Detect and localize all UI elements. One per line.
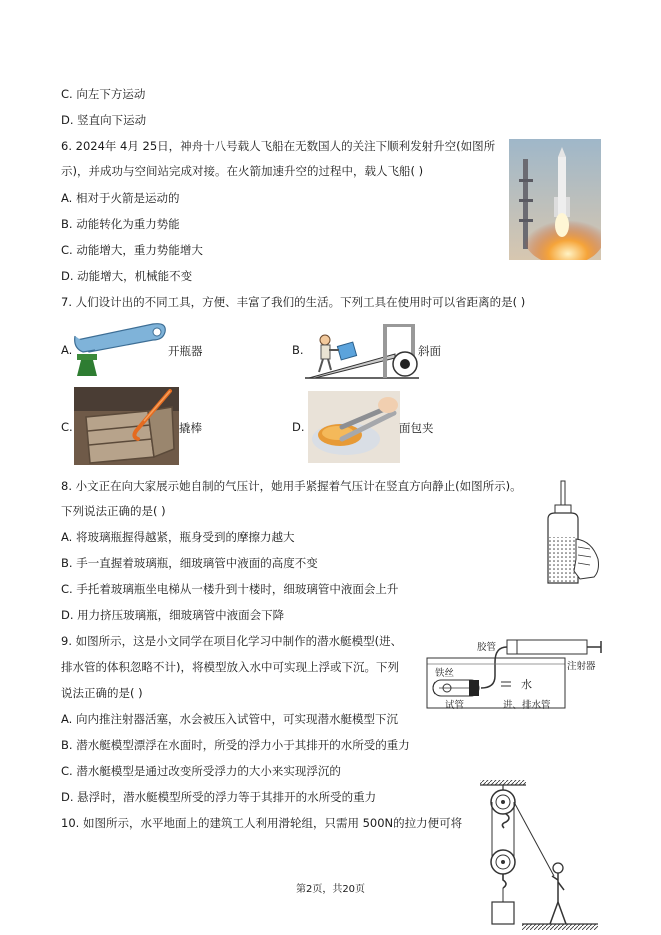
crowbar-image xyxy=(74,387,179,465)
q6-option-a: A. 相对于火箭是运动的 xyxy=(61,191,180,205)
q6-stem-line1: 6. 2024年 4月 25日，神舟十八号载人飞船在无数国人的关注下顺利发射升空(如图所 xyxy=(61,139,496,153)
q7-option-c-letter: C. xyxy=(61,420,73,434)
fig-label-test-tube: 试管 xyxy=(445,700,465,711)
q9-stem-line2: 排水管的体积忽略不计)，将模型放入水中可实现上浮或下沉。下列 xyxy=(61,660,399,674)
fig-label-iron-wire: 铁丝 xyxy=(435,668,455,679)
q6-stem-line2: 示)，并成功与空间站完成对接。在火箭加速升空的过程中，载人飞船( ) xyxy=(61,164,424,178)
q7-option-a-label: 开瓶器 xyxy=(168,344,203,358)
q8-option-a: A. 将玻璃瓶握得越紧，瓶身受到的摩擦力越大 xyxy=(61,530,295,544)
q9-stem-line3: 说法正确的是( ) xyxy=(61,686,143,700)
q6-option-b: B. 动能转化为重力势能 xyxy=(61,217,180,231)
q8-stem-line2: 下列说法正确的是( ) xyxy=(61,504,166,518)
q8-option-b: B. 手一直握着玻璃瓶，细玻璃管中液面的高度不变 xyxy=(61,556,318,570)
q9-stem-line1: 9. 如图所示，这是小文同学在项目化学习中制作的潜水艇模型(进、 xyxy=(61,634,403,648)
inclined-plane-image xyxy=(305,318,419,380)
q7-stem: 7. 人们设计出的不同工具，方便、丰富了我们的生活。下列工具在使用时可以省距离的是( ) xyxy=(61,295,526,309)
q9-option-a: A. 向内推注射器活塞，水会被压入试管中，可实现潜水艇模型下沉 xyxy=(61,712,398,726)
q7-option-a-letter: A. xyxy=(61,343,73,357)
bottle-opener-image xyxy=(73,318,169,376)
q5-option-d: D. 竖直向下运动 xyxy=(61,113,147,127)
rocket-launch-image xyxy=(509,139,601,260)
q10-stem-line1: 10. 如图所示，水平地面上的建筑工人利用滑轮组，只需用 500N的拉力便可将 xyxy=(61,816,463,830)
pulley-system-figure xyxy=(478,778,600,935)
q7-option-d-letter: D. xyxy=(292,420,305,434)
q9-option-d: D. 悬浮时，潜水艇模型所受的浮力等于其排开的水所受的重力 xyxy=(61,790,377,804)
q7-option-b-label: 斜面 xyxy=(418,344,441,358)
q6-option-d: D. 动能增大，机械能不变 xyxy=(61,269,193,283)
fig-label-rubber-tube: 胶管 xyxy=(477,642,497,653)
q5-option-c: C. 向左下方运动 xyxy=(61,87,146,101)
page-footer: 第2页，共20页 xyxy=(295,884,366,895)
q6-option-c: C. 动能增大，重力势能增大 xyxy=(61,243,203,257)
fig-label-water: 水 xyxy=(521,678,532,691)
q7-option-d-label: 面包夹 xyxy=(399,421,434,435)
q8-option-c: C. 手托着玻璃瓶坐电梯从一楼升到十楼时，细玻璃管中液面会上升 xyxy=(61,582,399,596)
q8-stem-line1: 8. 小文正在向大家展示她自制的气压计，她用手紧握着气压计在竖直方向静止(如图所示)。 xyxy=(61,479,522,493)
q7-option-c-label: 撬棒 xyxy=(179,421,202,435)
q9-option-c: C. 潜水艇模型是通过改变所受浮力的大小来实现浮沉的 xyxy=(61,764,341,778)
q9-option-b: B. 潜水艇模型漂浮在水面时，所受的浮力小于其排开的水所受的重力 xyxy=(61,738,410,752)
bread-tongs-image xyxy=(308,391,400,463)
fig-label-syringe: 注射器 xyxy=(567,661,596,672)
q7-option-b-letter: B. xyxy=(292,343,304,357)
q8-option-d: D. 用力挤压玻璃瓶，细玻璃管中液面会下降 xyxy=(61,608,285,622)
fig-label-inlet-pipe: 进、排水管 xyxy=(503,700,551,711)
homemade-barometer-figure xyxy=(540,479,602,589)
submarine-model-figure xyxy=(425,636,605,712)
